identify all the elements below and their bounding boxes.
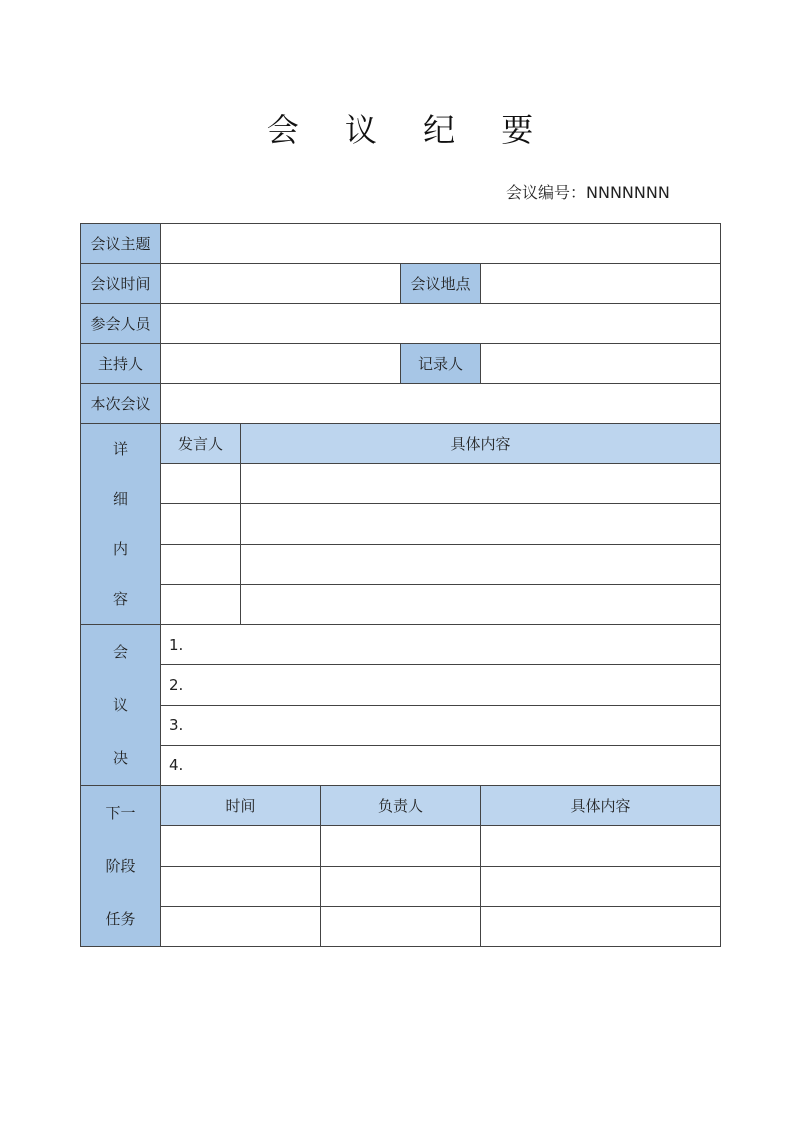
task-content-cell[interactable]: [481, 826, 721, 866]
label-location: 会议地点: [401, 264, 481, 304]
details-row: [81, 504, 721, 544]
task-time-cell[interactable]: [161, 866, 321, 906]
row-topic: [81, 224, 721, 264]
task-content-cell[interactable]: [481, 906, 721, 946]
label-this-meeting: 本次会议: [81, 384, 161, 424]
details-side-char: 细: [112, 490, 128, 508]
content-cell[interactable]: [241, 544, 721, 584]
label-recorder: 记录人: [401, 344, 481, 384]
col-content-header: 具体内容: [241, 424, 721, 464]
content-cell[interactable]: [241, 504, 721, 544]
decision-item[interactable]: 4.: [161, 745, 721, 785]
details-header-row: [81, 424, 721, 464]
details-side-label: [81, 424, 161, 625]
decision-item[interactable]: 3.: [161, 705, 721, 745]
content-cell[interactable]: [241, 464, 721, 504]
meeting-minutes-form: [80, 223, 721, 947]
label-topic: 会议主题: [81, 224, 161, 264]
host-field[interactable]: [161, 344, 401, 384]
row-attendees: [81, 304, 721, 344]
next-stage-side-line: 下一: [105, 803, 136, 822]
col-speaker-header: 发言人: [161, 424, 241, 464]
meeting-number: 会议编号：NNNNNNN: [506, 183, 670, 202]
decision-row: [81, 745, 721, 785]
decision-row: [81, 625, 721, 665]
row-time-location: [81, 264, 721, 304]
label-time: 会议时间: [81, 264, 161, 304]
speaker-cell[interactable]: [161, 544, 241, 584]
page-title: 会 议 纪 要: [266, 111, 552, 149]
col-task-content-header: 具体内容: [481, 786, 721, 826]
next-stage-header-row: [81, 786, 721, 826]
decisions-side-char: 会: [112, 642, 128, 661]
task-row: [81, 906, 721, 946]
decision-item[interactable]: 1.: [161, 625, 721, 665]
col-time-header: 时间: [161, 786, 321, 826]
speaker-cell[interactable]: [161, 584, 241, 624]
recorder-field[interactable]: [481, 344, 721, 384]
attendees-field[interactable]: [161, 304, 721, 344]
task-row: [81, 826, 721, 866]
topic-field[interactable]: [161, 224, 721, 264]
details-row: [81, 584, 721, 624]
task-owner-cell[interactable]: [321, 826, 481, 866]
task-time-cell[interactable]: [161, 826, 321, 866]
row-host-recorder: [81, 344, 721, 384]
decisions-side-char: 议: [112, 695, 128, 714]
next-stage-side-line: 任务: [105, 910, 136, 929]
details-side-char: 详: [112, 440, 128, 458]
details-row: [81, 544, 721, 584]
task-owner-cell[interactable]: [321, 906, 481, 946]
task-time-cell[interactable]: [161, 906, 321, 946]
time-field[interactable]: [161, 264, 401, 304]
label-attendees: 参会人员: [81, 304, 161, 344]
speaker-cell[interactable]: [161, 464, 241, 504]
task-row: [81, 866, 721, 906]
task-owner-cell[interactable]: [321, 866, 481, 906]
decision-row: [81, 705, 721, 745]
location-field[interactable]: [481, 264, 721, 304]
next-stage-side-label: [81, 786, 161, 947]
decision-item[interactable]: 2.: [161, 665, 721, 705]
decision-row: [81, 665, 721, 705]
details-side-char: 内: [112, 540, 128, 558]
col-owner-header: 负责人: [321, 786, 481, 826]
speaker-cell[interactable]: [161, 504, 241, 544]
details-row: [81, 464, 721, 504]
decisions-side-char: 决: [112, 749, 128, 768]
task-content-cell[interactable]: [481, 866, 721, 906]
decisions-side-label: [81, 625, 161, 786]
content-cell[interactable]: [241, 584, 721, 624]
this-meeting-field[interactable]: [161, 384, 721, 424]
details-side-char: 容: [112, 590, 128, 608]
label-host: 主持人: [81, 344, 161, 384]
next-stage-side-line: 阶段: [105, 856, 136, 875]
row-this-meeting: [81, 384, 721, 424]
